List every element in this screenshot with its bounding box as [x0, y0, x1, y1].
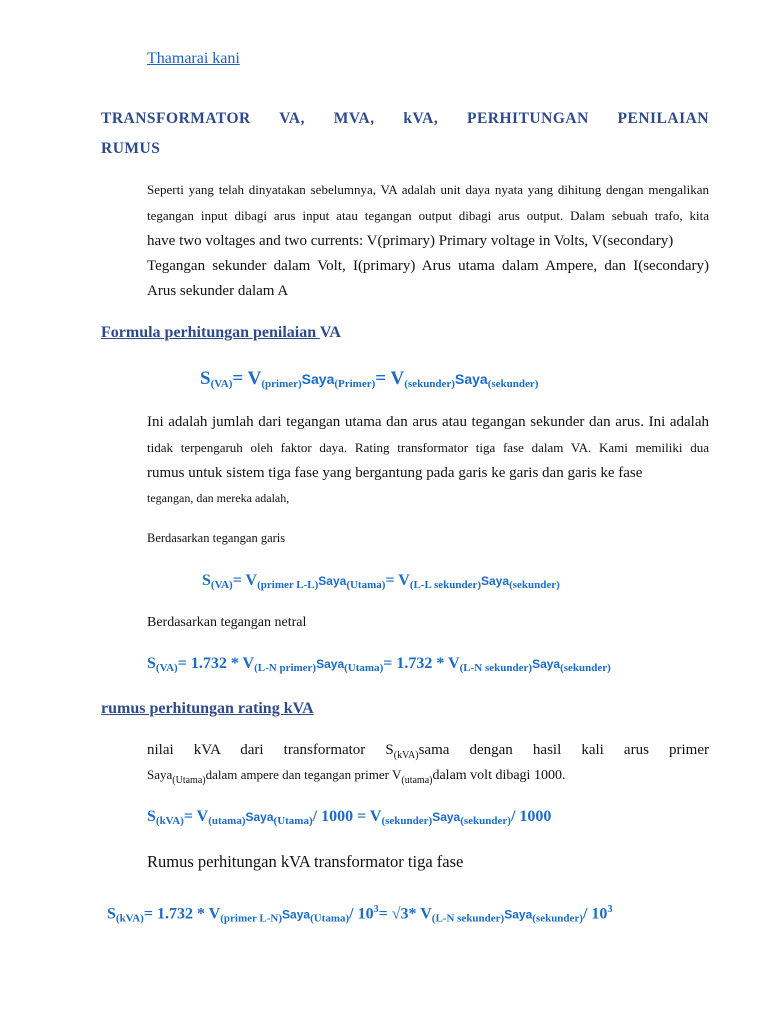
va-desc-line-2: tidak terpengaruh oleh faktor daya. Rating transformator tiga fase dalam VA. Kami memiliki dua	[147, 440, 709, 455]
neutral-voltage-label: Berdasarkan tegangan netral	[147, 615, 307, 630]
va-desc-line-3: rumus untuk sistem tiga fase yang bergantung pada garis ke garis dan garis ke fase	[147, 465, 643, 481]
heading-va-text: Formula perhitungan penilaian	[101, 324, 320, 341]
intro-line-2: tegangan input dibagi arus input atau tegangan output dibagi arus output. Dalam sebuah trafo, kita	[147, 208, 709, 223]
intro-line-4: Tegangan sekunder dalam Volt, I(primary) Arus utama dalam Ampere, dan I(secondary)	[147, 258, 709, 274]
formula-va-neutral-voltage: $S_{(VA)}= 1.732$ * $V_{(L-N primer)}Saya_{(Utama)}= 1.732$ * $V_{(L-N sekunder)}Saya_{(sekunder)}$	[147, 655, 611, 674]
kva-desc-line-2: Saya$_{(Utama)}$dalam ampere dan tegangan primer $V_{(utama)}dalam$ volt dibagi 1000.	[147, 767, 566, 786]
va-desc-line-1: Ini adalah jumlah dari tegangan utama dan arus atau tegangan sekunder dan arus. Ini adalah	[147, 414, 709, 430]
formula-va-single-phase: $S_{(VA)}=$ $V_{(primer)}Saya_{(Primer)}=$ $V_{(sekunder)}Saya_{(sekunder)}$	[200, 368, 539, 390]
intro-line-5: Arus sekunder dalam A	[147, 283, 289, 299]
intro-line-1: Seperti yang telah dinyatakan sebelumnya, VA adalah unit daya nyata yang dihitung dengan mengalikan	[147, 182, 709, 197]
line-voltage-label: Berdasarkan tegangan garis	[147, 531, 286, 545]
intro-line-3: have two voltages and two currents: V(primary) Primary voltage in Volts, V(secondary)	[147, 233, 674, 249]
heading-kva-formula: rumus perhitungan rating kVA	[101, 700, 314, 717]
document-title-line2: RUMUS	[101, 140, 161, 157]
three-phase-kva-label: Rumus perhitungan kVA transformator tiga fase	[147, 852, 464, 871]
formula-kva-three-phase: $S_{(kVA)}= 1.732$ * $V_{(primer L-N)}Saya_{(Utama)}/$ $10^3= √3*$ $V_{(L-N sekunder)}Saya_{(sekunder)}/$ $10^3$	[107, 904, 613, 925]
formula-va-line-voltage: $S_{(VA)}=$ $V_{(primer L-L)}Saya_{(Utama)}=$ $V_{(L-L sekunder)}Saya_{(sekunder)}$	[202, 572, 560, 591]
author-link[interactable]: Thamarai kani	[147, 50, 240, 67]
va-desc-line-4: tegangan, dan mereka adalah,	[147, 491, 290, 505]
heading-va-tail: VA	[319, 324, 341, 341]
formula-kva-single-phase: $S_{(kVA)}=$ $V_{(utama)}Saya_{(Utama)}/$ $1000 = V_{(sekunder)}Saya_{(sekunder)}/$ 1000	[147, 808, 552, 827]
kva-desc-line-1: nilai kVA dari transformator $S_{(kVA)}sama$ dengan hasil kali arus primer	[147, 742, 709, 761]
document-title-line1: TRANSFORMATOR VA, MVA, kVA, PERHITUNGAN PENILAIAN	[101, 110, 709, 127]
heading-va-formula	[101, 324, 341, 342]
